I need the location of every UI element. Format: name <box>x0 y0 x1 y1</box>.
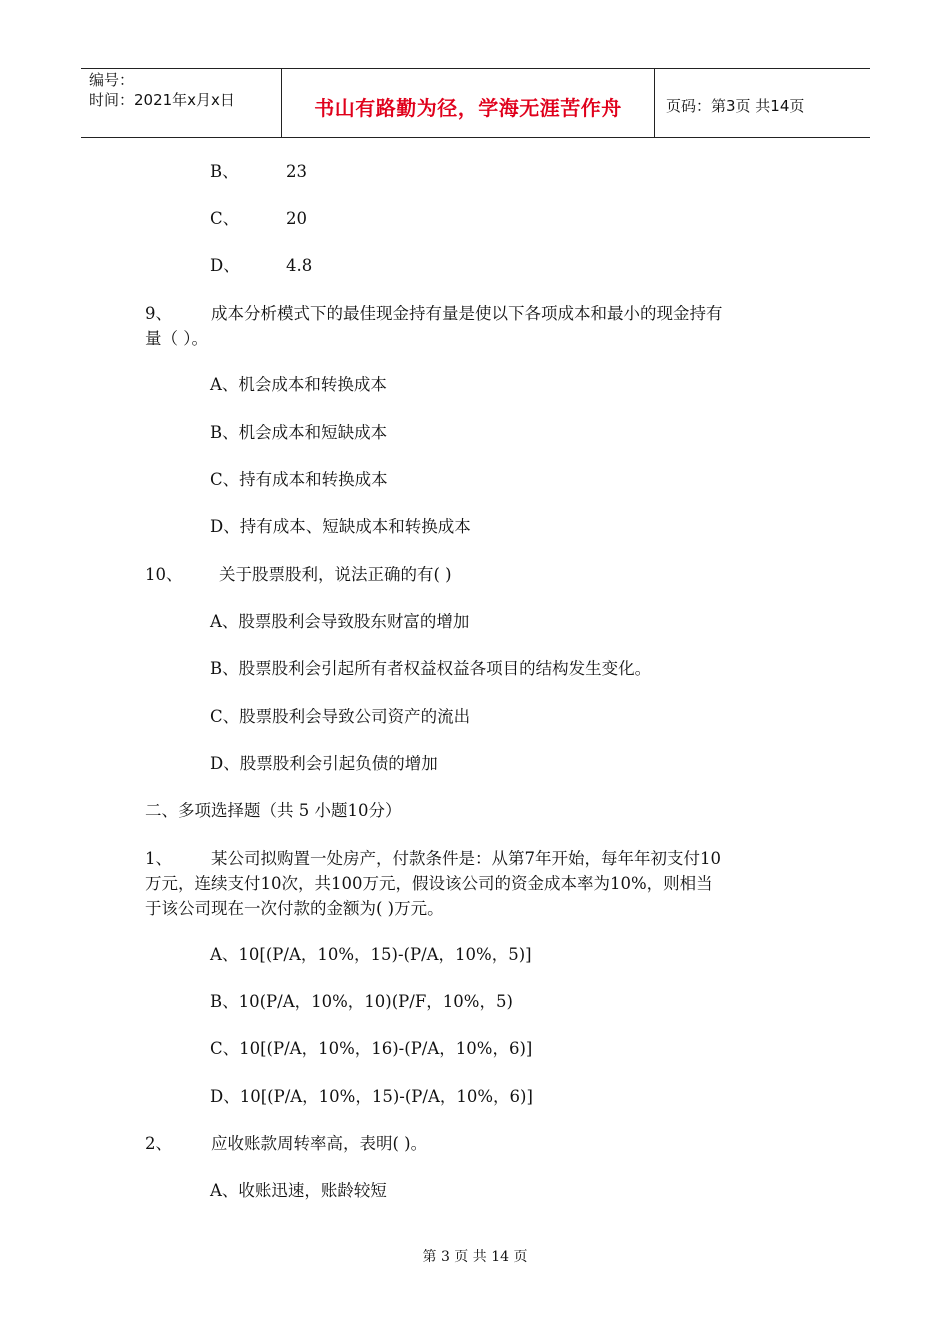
q10-option-a: A、股票股利会导致股东财富的增加 <box>210 612 470 631</box>
page-footer: 第 3 页 共 14 页 <box>422 1249 528 1265</box>
option-text: 4.8 <box>286 256 313 275</box>
q9-option-a: A、机会成本和转换成本 <box>210 375 387 394</box>
mq1-stem-line1: 某公司拟购置一处房产，付款条件是：从第7年开始，每年年初支付10 <box>211 849 721 868</box>
header-info-cell <box>81 69 281 137</box>
page-info: 页码：第3页 共14页 <box>666 97 805 115</box>
serial-label: 编号： <box>89 71 135 89</box>
mq2-stem: 应收账款周转率高，表明( )。 <box>211 1134 428 1153</box>
q10-option-d: D、股票股利会引起负债的增加 <box>210 754 438 773</box>
mq1-option-d: D、10[(P/A，10%，15)-(P/A，10%，6)] <box>210 1087 533 1106</box>
mq1-stem-line3: 于该公司现在一次付款的金额为( )万元。 <box>145 899 444 918</box>
section-title: 二、多项选择题（共 5 小题10分） <box>145 801 402 820</box>
prev-option-c <box>210 207 307 231</box>
motto: 书山有路勤为径，学海无涯苦作舟 <box>314 96 622 120</box>
header-motto-cell <box>281 69 655 137</box>
prev-option-b <box>210 160 307 184</box>
q9-number: 9、 <box>145 304 172 323</box>
mq2-option-a: A、收账迅速，账龄较短 <box>210 1181 387 1200</box>
q9-option-d: D、持有成本、短缺成本和转换成本 <box>210 517 471 536</box>
q9-stem-line1: 成本分析模式下的最佳现金持有量是使以下各项成本和最小的现金持有 <box>211 304 723 323</box>
option-text: 23 <box>286 162 307 181</box>
q10-option-b: B、股票股利会引起所有者权益权益各项目的结构发生变化。 <box>210 659 652 678</box>
option-letter: C、 <box>210 209 240 228</box>
mq1-option-c: C、10[(P/A，10%，16)-(P/A，10%，6)] <box>210 1039 533 1058</box>
mq1-number: 1、 <box>145 849 172 868</box>
date-label: 时间：2021年x月x日 <box>89 91 235 109</box>
option-letter: D、 <box>210 256 240 275</box>
q10-stem: 关于股票股利，说法正确的有( ) <box>219 565 452 584</box>
mq1-option-a: A、10[(P/A，10%，15)-(P/A，10%，5)] <box>210 945 532 964</box>
q9-stem-line2: 量（ ）。 <box>145 329 208 348</box>
option-letter: B、 <box>210 162 239 181</box>
q9-option-b: B、机会成本和短缺成本 <box>210 423 388 442</box>
option-text: 20 <box>286 209 307 228</box>
mq1-option-b: B、10(P/A，10%，10)(P/F，10%，5) <box>210 992 513 1011</box>
mq2-number: 2、 <box>145 1134 172 1153</box>
q10-number: 10、 <box>145 565 183 584</box>
prev-option-d <box>210 254 312 278</box>
page-header <box>81 68 870 138</box>
mq1-stem-line2: 万元，连续支付10次，共100万元，假设该公司的资金成本率为10%，则相当 <box>145 874 713 893</box>
q10-option-c: C、股票股利会导致公司资产的流出 <box>210 707 471 726</box>
header-page-cell <box>654 69 870 137</box>
q9-option-c: C、持有成本和转换成本 <box>210 470 388 489</box>
